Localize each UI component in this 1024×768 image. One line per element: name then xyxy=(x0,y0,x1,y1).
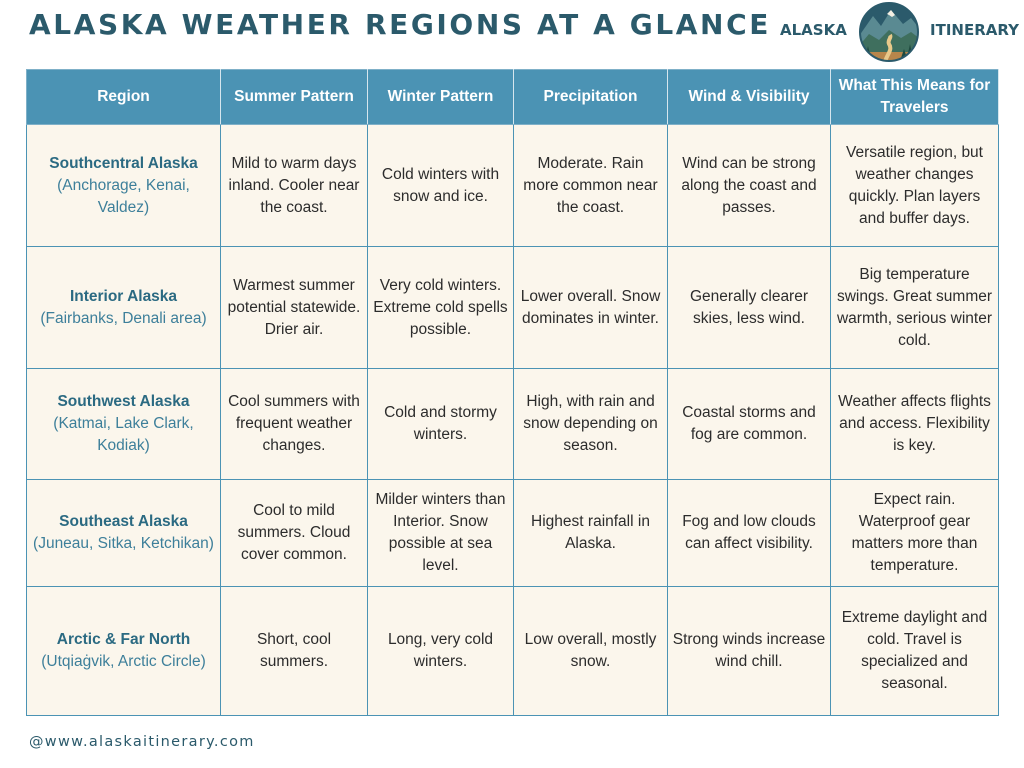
precipitation-cell: Low overall, mostly snow. xyxy=(514,587,668,716)
logo-word-itinerary: ITINERARY xyxy=(930,21,1019,39)
wind-cell: Generally clearer skies, less wind. xyxy=(668,247,831,369)
table-row xyxy=(27,480,999,587)
precipitation-cell: Moderate. Rain more common near the coast. xyxy=(514,125,668,247)
header-region: Region xyxy=(27,70,221,125)
summer-cell: Short, cool summers. xyxy=(221,587,368,716)
header-summer-pattern: Summer Pattern xyxy=(221,70,368,125)
logo-word-alaska: ALASKA xyxy=(780,21,847,39)
winter-cell: Cold and stormy winters. xyxy=(368,369,514,480)
header-precipitation: Precipitation xyxy=(514,70,668,125)
summer-cell: Cool summers with frequent weather changes. xyxy=(221,369,368,480)
brand-logo xyxy=(778,2,1018,60)
precipitation-cell: Lower overall. Snow dominates in winter. xyxy=(514,247,668,369)
precipitation-cell: High, with rain and snow depending on season. xyxy=(514,369,668,480)
region-places: (Anchorage, Kenai, Valdez) xyxy=(57,176,190,216)
region-places: (Katmai, Lake Clark, Kodiak) xyxy=(53,415,194,454)
table-row xyxy=(27,247,999,369)
region-name: Southeast Alaska xyxy=(59,513,188,530)
weather-regions-table xyxy=(26,69,999,716)
page-title: ALASKA WEATHER REGIONS AT A GLANCE xyxy=(29,8,771,41)
wind-cell: Strong winds increase wind chill. xyxy=(668,587,831,716)
mountain-road-badge-icon xyxy=(859,2,919,62)
region-name: Southwest Alaska xyxy=(57,393,190,410)
region-places: (Juneau, Sitka, Ketchikan) xyxy=(33,535,214,552)
travelers-cell: Big temperature swings. Great summer warmth, serious winter cold. xyxy=(831,247,999,369)
region-cell xyxy=(27,125,221,247)
region-cell xyxy=(27,587,221,716)
precipitation-cell: Highest rainfall in Alaska. xyxy=(514,480,668,587)
region-name: Southcentral Alaska xyxy=(49,154,198,172)
travelers-cell: Extreme daylight and cold. Travel is specialized and seasonal. xyxy=(831,587,999,716)
travelers-cell: Weather affects flights and access. Flexibility is key. xyxy=(831,369,999,480)
header-winter-pattern: Winter Pattern xyxy=(368,70,514,125)
wind-cell: Wind can be strong along the coast and passes. xyxy=(668,125,831,247)
winter-cell: Cold winters with snow and ice. xyxy=(368,125,514,247)
table-row xyxy=(27,125,999,247)
region-places: (Utqiaġvik, Arctic Circle) xyxy=(41,653,206,670)
wind-cell: Coastal storms and fog are common. xyxy=(668,369,831,480)
region-cell xyxy=(27,247,221,369)
website-footer[interactable]: @www.alaskaitinerary.com xyxy=(29,734,255,750)
region-name: Arctic & Far North xyxy=(56,631,191,648)
region-name: Interior Alaska xyxy=(69,287,178,305)
travelers-cell: Expect rain. Waterproof gear matters more than temperature. xyxy=(831,480,999,587)
region-cell xyxy=(27,480,221,587)
travelers-cell: Versatile region, but weather changes quickly. Plan layers and buffer days. xyxy=(831,125,999,247)
table-row xyxy=(27,369,999,480)
winter-cell: Long, very cold winters. xyxy=(368,587,514,716)
table-row xyxy=(27,587,999,716)
region-cell xyxy=(27,369,221,480)
wind-cell: Fog and low clouds can affect visibility. xyxy=(668,480,831,587)
header-wind-visibility: Wind & Visibility xyxy=(668,70,831,125)
winter-cell: Very cold winters. Extreme cold spells possible. xyxy=(368,247,514,369)
winter-cell: Milder winters than Interior. Snow possible at sea level. xyxy=(368,480,514,587)
header-travelers: What This Means for Travelers xyxy=(831,70,999,125)
summer-cell: Cool to mild summers. Cloud cover common. xyxy=(221,480,368,587)
region-places: (Fairbanks, Denali area) xyxy=(40,309,207,327)
table-header-row xyxy=(27,70,999,125)
summer-cell: Warmest summer potential statewide. Drier air. xyxy=(221,247,368,369)
summer-cell: Mild to warm days inland. Cooler near the coast. xyxy=(221,125,368,247)
